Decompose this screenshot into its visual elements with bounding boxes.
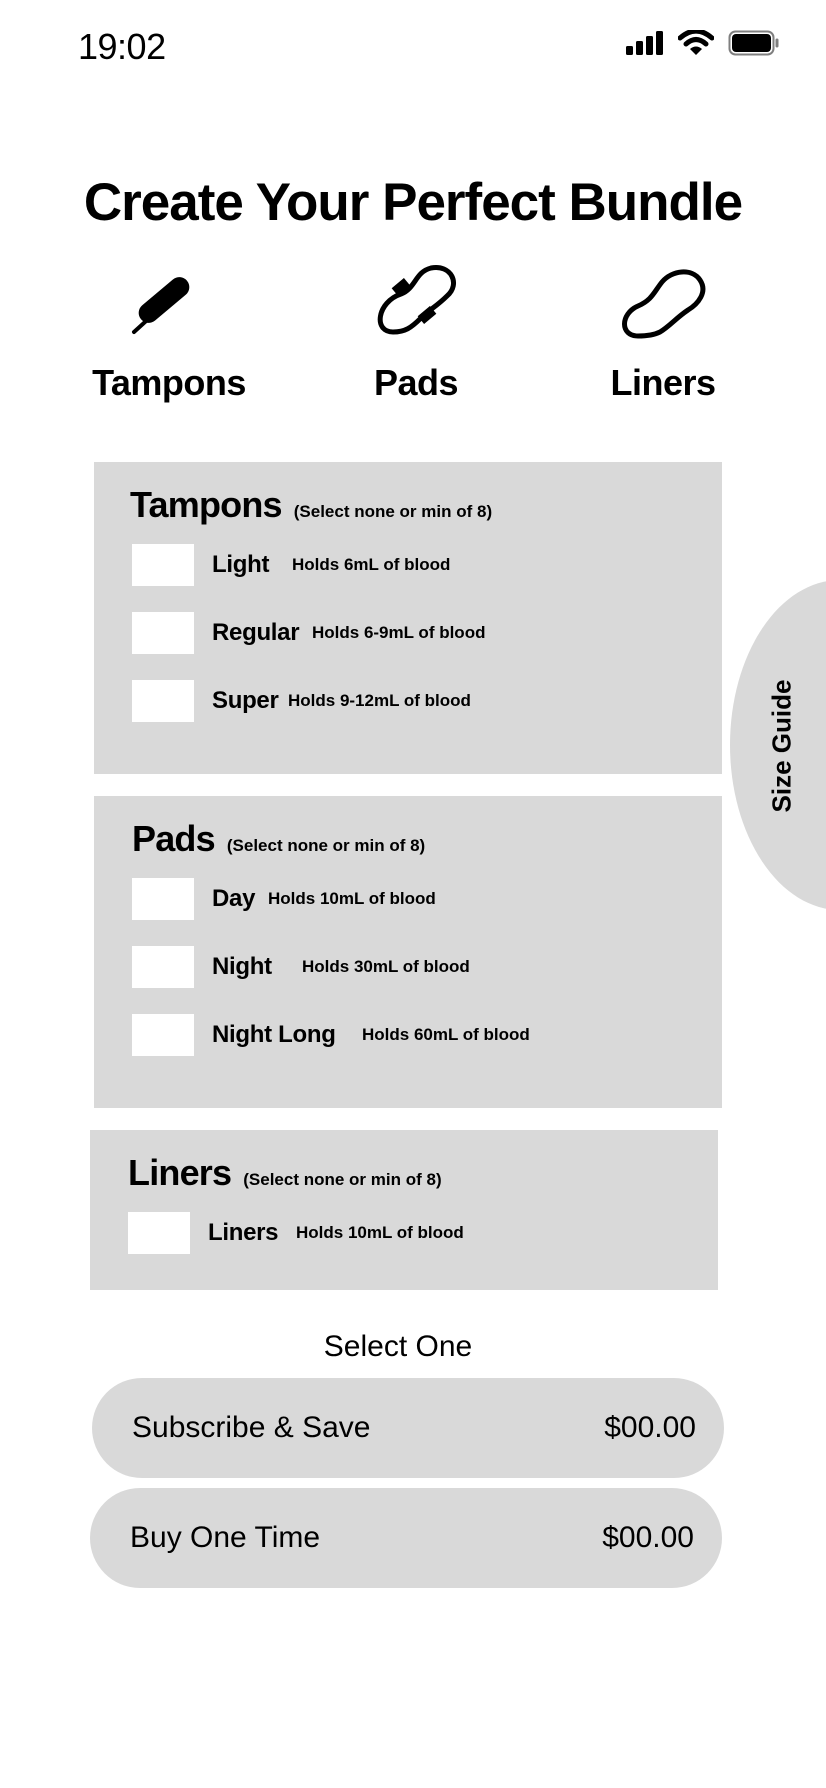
option-name: Day xyxy=(212,885,256,912)
page-title: Create Your Perfect Bundle xyxy=(83,173,743,232)
option-night xyxy=(132,946,470,988)
category-label: Tampons xyxy=(92,362,246,403)
liners-panel xyxy=(90,1130,718,1290)
category-pads[interactable] xyxy=(316,262,516,404)
checkbox-regular[interactable] xyxy=(132,612,194,654)
option-desc: Holds 10mL of blood xyxy=(296,1223,464,1242)
checkbox-liners[interactable] xyxy=(128,1212,190,1254)
purchase-option-price: $00.00 xyxy=(602,1521,694,1554)
battery-icon xyxy=(728,30,780,56)
option-desc: Holds 10mL of blood xyxy=(268,889,436,908)
checkbox-super[interactable] xyxy=(132,680,194,722)
option-name: Liners xyxy=(208,1219,279,1246)
option-night-long xyxy=(132,1014,530,1056)
liners-panel-header xyxy=(128,1152,442,1194)
pads-panel-title: Pads xyxy=(132,818,215,859)
option-name: Super xyxy=(212,687,279,714)
option-name: Night Long xyxy=(212,1021,336,1048)
liners-panel-note: (Select none or min of 8) xyxy=(243,1170,442,1189)
option-desc: Holds 30mL of blood xyxy=(302,957,470,976)
option-name: Night xyxy=(212,953,272,980)
option-desc: Holds 9-12mL of blood xyxy=(288,691,471,710)
select-one-label: Select One xyxy=(323,1330,473,1363)
option-regular xyxy=(132,612,485,654)
pads-panel-note: (Select none or min of 8) xyxy=(226,836,426,855)
pads-panel xyxy=(94,796,722,1108)
option-name: Regular xyxy=(212,619,300,646)
signal-icon xyxy=(626,31,664,55)
buy-one-time-button[interactable] xyxy=(90,1488,722,1588)
size-guide-label: Size Guide xyxy=(766,679,797,813)
checkbox-night[interactable] xyxy=(132,946,194,988)
option-super xyxy=(132,680,471,722)
checkbox-night-long[interactable] xyxy=(132,1014,194,1056)
subscribe-save-button[interactable] xyxy=(92,1378,724,1478)
purchase-option-label: Subscribe & Save xyxy=(132,1411,371,1444)
option-desc: Holds 6-9mL of blood xyxy=(312,623,486,642)
wifi-icon xyxy=(678,30,714,56)
tampon-icon xyxy=(124,262,214,342)
tampons-panel-title: Tampons xyxy=(130,484,282,525)
tampons-panel-note: (Select none or min of 8) xyxy=(293,502,493,521)
status-icons xyxy=(626,30,780,56)
pads-panel-header xyxy=(132,818,425,860)
category-liners[interactable] xyxy=(563,262,763,404)
liners-panel-title: Liners xyxy=(128,1152,232,1193)
option-name: Light xyxy=(212,551,270,578)
option-liners xyxy=(128,1212,464,1254)
purchase-option-price: $00.00 xyxy=(604,1411,696,1444)
checkbox-light[interactable] xyxy=(132,544,194,586)
category-label: Liners xyxy=(610,362,716,403)
tampons-panel xyxy=(94,462,722,774)
status-time: 19:02 xyxy=(78,26,166,67)
tampons-panel-header xyxy=(130,484,492,526)
purchase-option-label: Buy One Time xyxy=(130,1521,321,1554)
checkbox-day[interactable] xyxy=(132,878,194,920)
option-light xyxy=(132,544,450,586)
option-desc: Holds 6mL of blood xyxy=(292,555,451,574)
option-desc: Holds 60mL of blood xyxy=(362,1025,530,1044)
option-day xyxy=(132,878,436,920)
liner-icon xyxy=(618,262,708,342)
category-tampons[interactable] xyxy=(69,262,269,404)
category-label: Pads xyxy=(373,362,459,403)
pad-icon xyxy=(371,262,461,342)
